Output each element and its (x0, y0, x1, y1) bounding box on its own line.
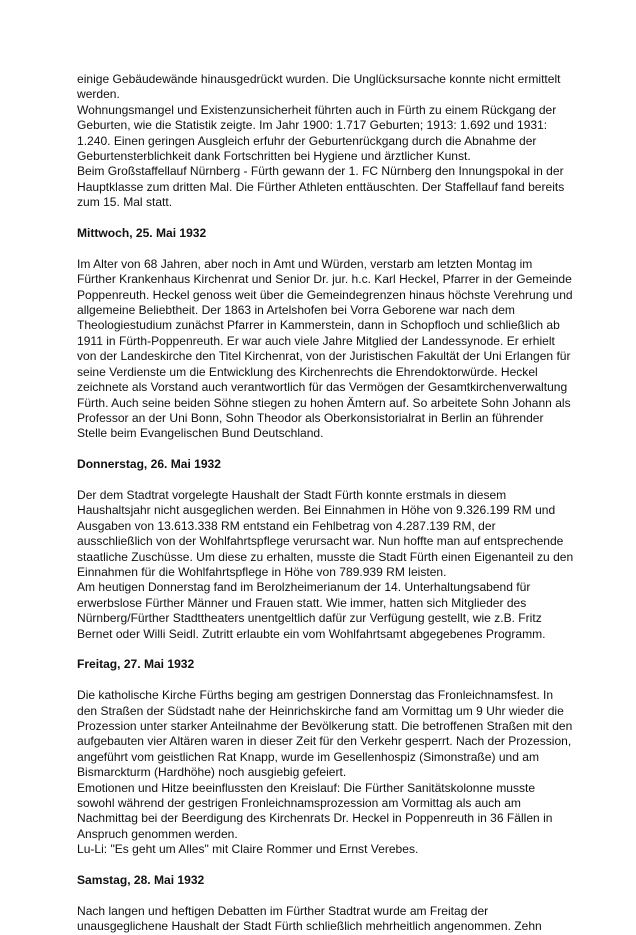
text-line: Geburtensterblichkeit dank Fortschritten bei Hygiene und ärztlicher Kunst. (77, 149, 471, 164)
text-line: Lu-Li: "Es geht um Alles" mit Claire Rommer und Ernst Verebes. (77, 842, 419, 857)
text-line: Fürther Krankenhaus Kirchenrat und Senior Dr. jur. h.c. Karl Heckel, Pfarrer in der Gemeinde (77, 272, 572, 287)
text-line: Ausgaben von 13.613.338 RM entstand ein Fehlbetrag von 4.287.139 RM, der (77, 518, 496, 533)
paragraph-gap (77, 473, 567, 488)
text-line: Einnahmen für die Wohlfahrtspflege in Höhe von 789.939 RM leisten. (77, 564, 447, 579)
document-page (77, 72, 574, 935)
text-line: werden. (77, 87, 120, 102)
text-line: sowohl während der gestrigen Fronleichnamsprozession am Vormittag als auch am (77, 796, 521, 810)
text-line: Bernet oder Willi Seidl. Zutritt erlaubte ein vom Wohlfahrtsamt abgegebenes Programm. (77, 626, 546, 641)
text-line: Nachmittag bei der Beerdigung des Kirchenrats Dr. Heckel in Poppenreuth in 36 Fällen in (77, 811, 553, 826)
text-line: Nach langen und heftigen Debatten im Fürther Stadtrat wurde am Freitag der (77, 903, 489, 918)
section-heading: Donnerstag, 26. Mai 1932 (77, 457, 221, 472)
text-line: Bismarckturm (Hardhöhe) noch ausgiebig gefeiert. (77, 765, 347, 780)
paragraph-gap (77, 211, 567, 226)
text-line: Professor an der Uni Bonn, Sohn Theodor als Oberkonsistorialrat in Berlin an führender (77, 410, 544, 425)
text-line: Prozession unter starker Anteilnahme der Bevölkerung statt. Die betroffenen Straßen mit den (77, 718, 573, 733)
text-line: Der dem Stadtrat vorgelegte Haushalt der Stadt Fürth konnte erstmals in diesem (77, 487, 507, 502)
text-line: Die katholische Kirche Fürths beging am gestrigen Donnerstag das Fronleichnamsfest. In (77, 688, 554, 703)
text-line: staatliche Zuschüsse. Um diese zu erhalten, musste die Stadt Fürth einen Eigenanteil zu den (77, 549, 574, 564)
paragraph-gap (77, 642, 567, 657)
text-line: angeführt vom geistlichen Rat Knapp, wurde im Gesellenhospiz (Simonstraße) und am (77, 749, 540, 764)
text-line: Im Alter von 68 Jahren, aber noch in Amt und Würden, verstarb am letzten Montag im (77, 256, 533, 271)
text-line: Hauptklasse zum dritten Mal. Die Fürther Athleten enttäuschten. Der Staffellauf fand bereits (77, 179, 565, 194)
text-line: Beim Großstaffellauf Nürnberg - Fürth gewann der 1. FC Nürnberg den Innungspokal in der (77, 164, 564, 179)
text-line: aufgebauten vier Altären waren in dieser Zeit für den Verkehr gesperrt. Nach der Prozession, (77, 734, 572, 749)
text-line: von der Landeskirche den Titel Kirchenrat, von der Juristischen Fakultät der Uni Erlangen für (77, 349, 571, 364)
text-line: ausschließlich von der Wohlfahrtspflege verursacht war. Nun hoffte man auf entsprechende (77, 534, 564, 549)
text-line: 1.240. Einen geringen Ausgleich erfuhr der Geburtenrückgang durch die Abnahme der (77, 133, 537, 148)
text-line: Am heutigen Donnerstag fand im Berolzheimerianum der 14. Unterhaltungsabend für (77, 580, 531, 595)
text-line: Fürth. Auch seine beiden Söhne stiegen zu hohen Ämtern auf. So arbeitete Sohn Johann als (77, 395, 571, 410)
text-line: einige Gebäudewände hinausgedrückt wurden. Die Unglücksursache konnte nicht ermittelt (77, 72, 561, 86)
paragraph-gap (77, 442, 567, 457)
text-line: zum 15. Mal statt. (77, 195, 173, 210)
text-line: Geburten, wie die Statistik zeigte. Im Jahr 1900: 1.717 Geburten; 1913: 1.692 und 1931: (77, 118, 548, 133)
text-line: allgemeine Beliebtheit. Der 1863 in Artelshofen bei Vorra Geborene war nach dem (77, 303, 515, 318)
text-line: Emotionen und Hitze beeinflussten den Kreislauf: Die Fürther Sanitätskolonne musste (77, 780, 536, 795)
text-line: seine Verdienste um die Entwicklung des Kirchenrechts die Ehrendoktorwürde. Heckel (77, 364, 538, 379)
text-line: den Straßen der Südstadt nahe der Heinrichskirche fand am Vormittag um 9 Uhr wieder die (77, 703, 564, 718)
text-line: Nürnberg/Fürther Stadttheaters unentgeltlich dafür zur Verfügung gestellt, wie z.B. Fritz (77, 611, 542, 626)
section-heading: Freitag, 27. Mai 1932 (77, 657, 195, 672)
paragraph-gap (77, 858, 567, 873)
text-line: Theologiestudium zunächst Pfarrer in Kammerstein, dann in Schopfloch und schließlich ab (77, 318, 560, 333)
paragraph-gap (77, 241, 567, 256)
text-line: 1911 in Fürth-Poppenreuth. Er war auch viele Jahre Mitglied der Landessynode. Er erhielt (77, 333, 555, 348)
text-line: Anspruch genommen werden. (77, 826, 238, 841)
text-line: Haushaltsjahr nicht ausgeglichen werden. Bei Einnahmen in Höhe von 9.326.199 RM und (77, 503, 556, 518)
text-line: Wohnungsmangel und Existenzunsicherheit führten auch in Fürth zu einem Rückgang der (77, 102, 557, 117)
paragraph-gap (77, 888, 567, 903)
text-line: unausgeglichene Haushalt der Stadt Fürth schließlich mehrheitlich angenommen. Zehn (77, 919, 542, 934)
text-line: zeichnete als Vorstand auch verantwortlich für das Vermögen der Gesamtkirchenverwaltung (77, 380, 568, 395)
text-line: Poppenreuth. Heckel genoss weit über die Gemeindegrenzen hinaus höchste Verehrung und (77, 287, 573, 302)
text-line: Stelle beim Evangelischen Bund Deutschland. (77, 426, 324, 441)
paragraph-gap (77, 673, 567, 688)
section-heading: Mittwoch, 25. Mai 1932 (77, 226, 207, 241)
text-line: erwerbslose Fürther Männer und Frauen statt. Wie immer, hatten sich Mitglieder des (77, 595, 527, 610)
section-heading: Samstag, 28. Mai 1932 (77, 873, 205, 888)
